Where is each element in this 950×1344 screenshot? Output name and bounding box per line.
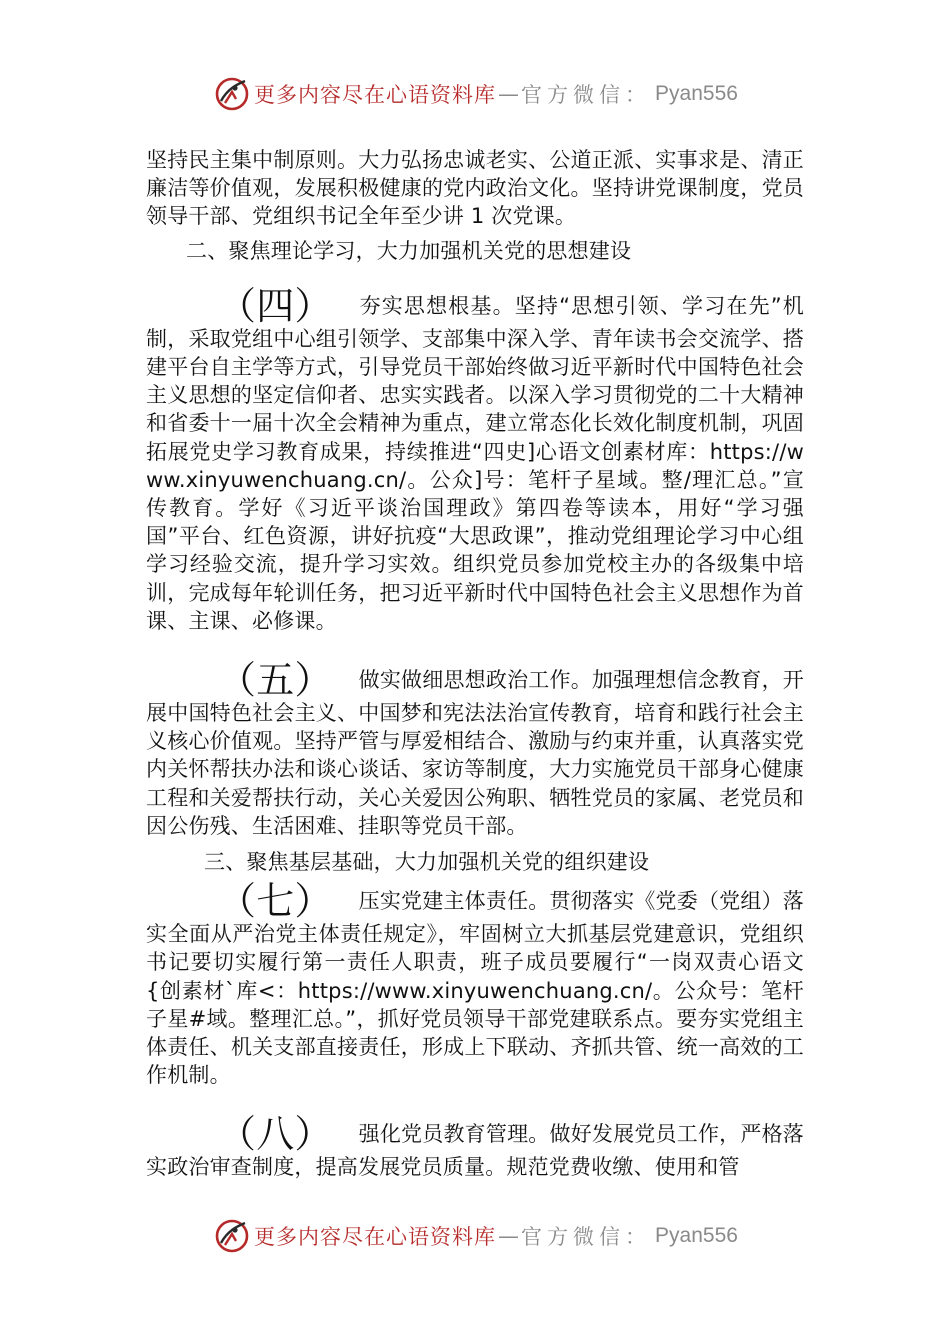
paragraph-7 (146, 879, 804, 1089)
paragraph-5 (146, 658, 804, 840)
footer-site-text: 更多内容尽在心语资料库 (254, 1225, 497, 1249)
intro-paragraph: 坚持民主集中制原则。大力弘扬忠诚老实、公道正派、实事求是、清正廉洁等价值观，发展积极健康的党内政治文化。坚持讲党课制度，党员领导干部、党组织书记全年至少讲 1 次党课。 (146, 148, 804, 229)
paragraph-5-text: 做实做细思想政治工作。加强理想信念教育，开展中国特色社会主义、中国梦和宪法法治宣传教育，培育和践行社会主义核心价值观。坚持严管与厚爱相结合、激励与约束并重，认真落实党内关怀帮扶办法和谈心谈话、家访等制度，大力实施党员干部身心健康工程和关爱帮扶行动，关心关爱因公殉职、牺牲党员的家属、老党员和因公伤残、生活困难、挂职等党员干部。 (146, 668, 804, 838)
paragraph-7-text: 压实党建主体责任。贯彻落实《党委（党组）落实全面从严治党主体责任规定》，牢固树立大抓基层党建意识，党组织书记要切实履行第一责任人职责，班子成员要履行“一岗双责心语文{创素材`库<：https://www.xinyuwenchuang.cn/。公众号：笔杆子星#域。整理汇总。”，抓好党员领导干部党建联系点。要夯实党组主体责任、机关支部直接责任，形成上下联动、齐抓共管、统一高效的工作机制。 (146, 889, 804, 1088)
section-2-heading: 二、聚焦理论学习，大力加强机关党的思想建设 (186, 238, 632, 263)
paragraph-4-number: （四） (218, 283, 333, 328)
brand-logo-icon (212, 74, 252, 114)
paragraph-5-number: （五） (218, 658, 333, 703)
paragraph-4-text: 夯实思想根基。坚持“思想引领、学习在先”机制，采取党组中心组引领学、支部集中深入学、青年读书会交流学、搭建平台自主学等方式，引导党员干部始终做习近平新时代中国特色社会主义思想的坚定信仰者、忠实实践者。以深入学习贯彻党的二十大精神和省委十一届十次全会精神为重点，建立常态化长效化制度机制，巩固拓展党史学习教育成果，持续推进“四史]心语文创素材库：https://www.xinyuwenchuang.cn/。公众]号：笔杆子星域。整/理汇总。”宣传教育。学好《习近平谈治国理政》第四卷等读本，用好“学习强国”平台、红色资源，讲好抗疫“大思政课”，推动党组理论学习中心组学习经验交流，提升学习实效。组织党员参加党校主办的各级集中培训，完成每年轮训任务，把习近平新时代中国特色社会主义思想作为首课、主课、必修课。 (146, 293, 804, 633)
footer-banner (0, 1216, 950, 1256)
paragraph-7-number: （七） (218, 879, 333, 924)
header-wechat-label: 官方微信： (521, 83, 652, 107)
footer-separator: — (498, 1224, 520, 1248)
header-site-text: 更多内容尽在心语资料库 (254, 83, 497, 107)
footer-wechat-id: Pyan556 (655, 1224, 738, 1247)
header-banner (0, 74, 950, 114)
brand-logo-icon (212, 1216, 252, 1256)
header-separator: — (498, 82, 520, 106)
footer-wechat-label: 官方微信： (521, 1225, 652, 1249)
document-body (146, 146, 804, 1182)
paragraph-4 (146, 283, 804, 635)
section-3-heading: 三、聚焦基层基础，大力加强机关党的组织建设 (204, 850, 650, 875)
paragraph-8-text: 强化党员教育管理。做好发展党员工作，严格落实政治审查制度，提高发展党员质量。规范党费收缴、使用和管 (146, 1122, 804, 1180)
paragraph-8 (146, 1112, 804, 1181)
header-wechat-id: Pyan556 (655, 82, 738, 105)
paragraph-8-number: （八） (218, 1112, 333, 1157)
